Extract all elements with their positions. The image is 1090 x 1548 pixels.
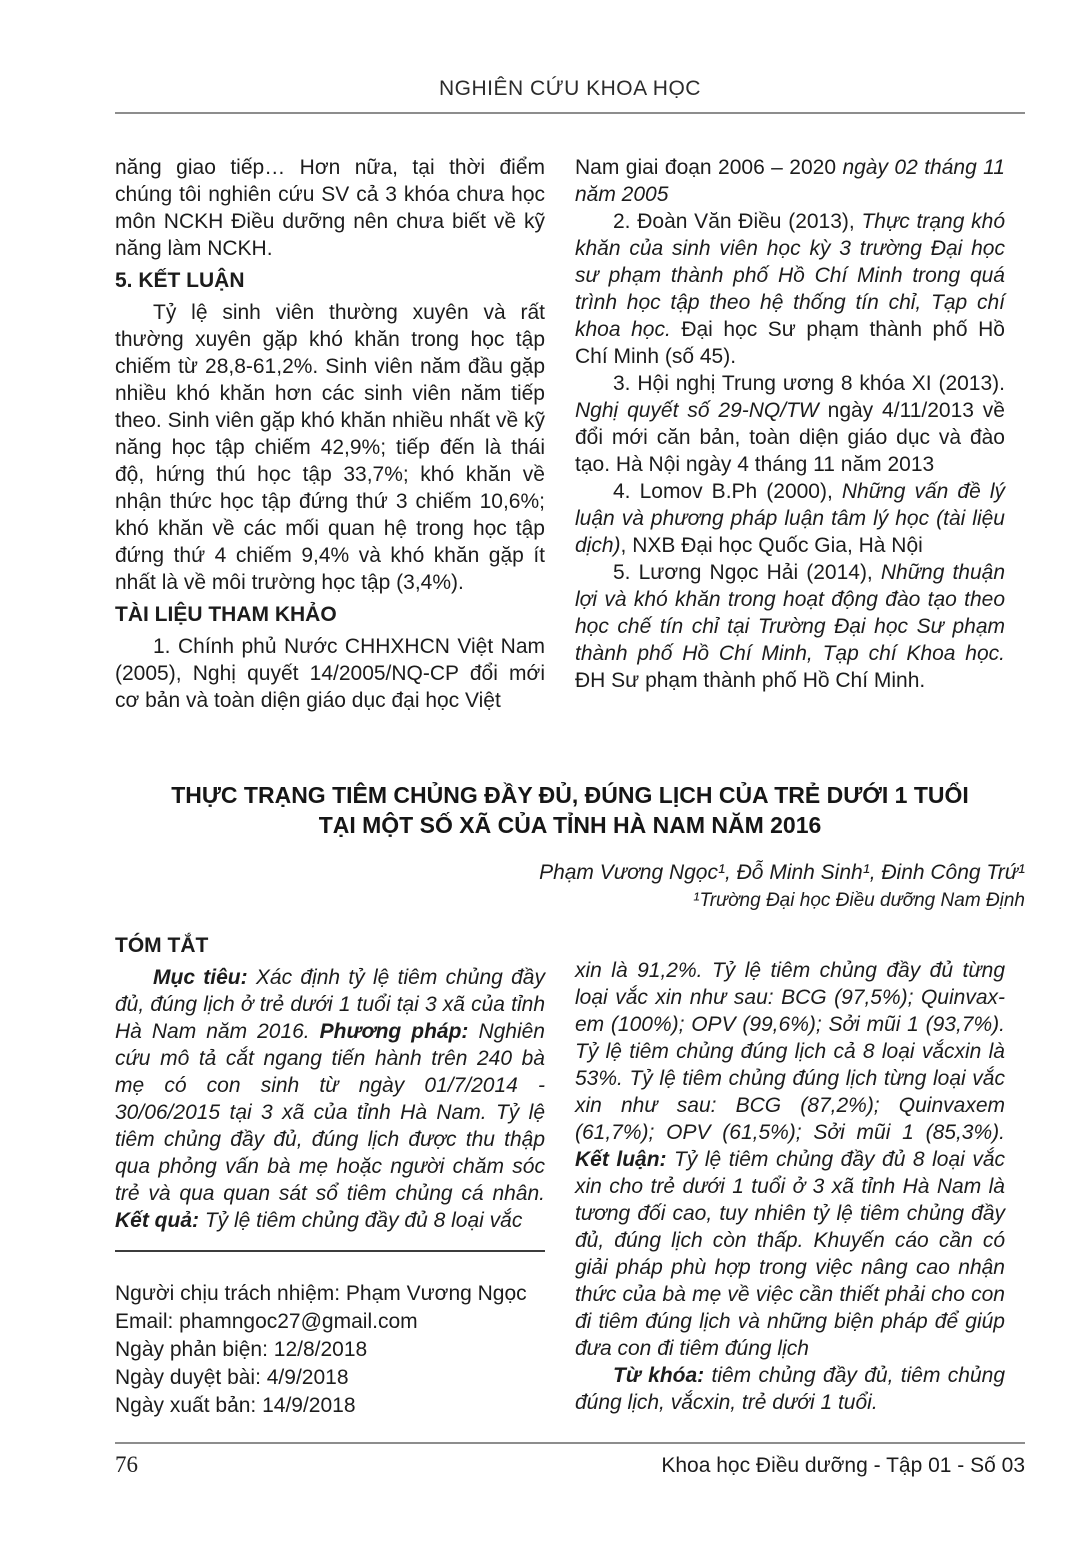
footnote-block xyxy=(115,1280,545,1420)
text-segment: ĐH Sư phạm thành phố Hồ Chí Minh. xyxy=(575,669,926,692)
footnote-publish-date xyxy=(115,1392,545,1420)
reference-item-1-continued xyxy=(575,154,1005,208)
abstract-columns xyxy=(115,927,1025,1420)
text-segment: Xác định tỷ lệ tiêm chủng đầy đủ, đúng lịch ở trẻ dưới 1 tuổi tại 3 xã của tỉnh Hà Nam năm 2016. xyxy=(115,966,545,1043)
reference-item-2 xyxy=(575,208,1005,370)
footnote-responsible xyxy=(115,1280,545,1308)
text-segment: TÓM TẮT xyxy=(115,934,209,957)
text-segment: Ngày phản biện: 12/8/2018 xyxy=(115,1338,368,1361)
text-segment: Nghị quyết số 29-NQ/TW xyxy=(575,399,819,422)
text-segment: Kết quả: xyxy=(115,1209,199,1232)
abstract-heading xyxy=(115,932,545,959)
abstract-left-text xyxy=(115,932,545,1234)
text-segment: Tỷ lệ sinh viên thường xuyên và rất thường xuyên gặp khó khăn trong học tập chiếm từ 28,8-61,2%. Sinh viên năm đầu gặp nhiều khó khăn hơn các sinh viên năm tiếp theo. Sinh viên gặp khó khăn nhiều nhất về kỹ năng học tập chiếm 42,9%; tiếp đến là thái độ, hứng thú học tập 33,7%; khó khăn về nhận thức học tập đứng thứ 3 chiếm 10,6%; khó khăn về các mối quan hệ trong học tập đứng thứ 4 chiếm 9,4% và khó khăn gặp ít nhất là về môi trường học tập (3,4%). xyxy=(115,301,545,594)
text-segment: Nghiên cứu mô tả cắt ngang tiến hành trên 240 bà mẹ có con sinh từ ngày 01/7/2014 - 30/06/2015 tại 3 xã của tỉnh Hà Nam. Tỷ lệ tiêm chủng đầy đủ, đúng lịch được thu thập qua phỏng vấn bà mẹ hoặc người chăm sóc trẻ và qua quan sát sổ tiêm chủng cá nhân. xyxy=(115,1020,545,1205)
text-segment: Thực trạng khó khăn của sinh viên học kỳ 3 trường Đại học sư phạm thành phố Hồ Chí Minh trong quá trình học tập theo hệ thống tín chỉ, Tạp chí khoa học. xyxy=(575,210,1005,341)
text-segment: Phương pháp: xyxy=(319,1020,469,1043)
header-rule xyxy=(115,112,1025,114)
article2-title xyxy=(115,780,1025,840)
footnote-accept-date xyxy=(115,1364,545,1392)
authors-line: Phạm Vương Ngọc¹, Đỗ Minh Sinh¹, Đinh Công Trứ¹ xyxy=(539,861,1025,884)
text-segment: 2. Đoàn Văn Điều (2013), xyxy=(613,210,862,233)
reference-item-1 xyxy=(115,633,545,714)
text-segment: Tỷ lệ tiêm chủng đầy đủ 8 loại vắc xyxy=(199,1209,523,1232)
text-segment: Mục tiêu: xyxy=(153,966,248,989)
reference-item-4 xyxy=(575,478,1005,559)
text-segment: , NXB Đại học Quốc Gia, Hà Nội xyxy=(620,534,923,557)
conclusion-paragraph xyxy=(115,299,545,596)
footnote-review-date xyxy=(115,1336,545,1364)
footnote-email xyxy=(115,1308,545,1336)
text-segment: Đại học Sư phạm thành phố Hồ Chí Minh (số 45). xyxy=(575,318,1005,368)
reference-item-5 xyxy=(575,559,1005,694)
paragraph-continuation xyxy=(115,154,545,262)
text-segment: Những vấn đề lý luận và phương pháp luận tâm lý học (tài liệu dịch) xyxy=(575,480,1005,557)
text-segment: 5. Lương Ngọc Hải (2014), xyxy=(613,561,881,584)
article1-left-column xyxy=(115,154,545,714)
text-segment: ngày 02 tháng 11 năm 2005 xyxy=(575,156,1005,206)
text-segment: Nam giai đoạn 2006 – 2020 xyxy=(575,156,843,179)
abstract-left-column xyxy=(115,927,545,1420)
text-segment: Những thuận lợi và khó khăn trong hoạt động đào tạo theo học chế tín chỉ tại Trường Đại học Sư phạm thành phố Hồ Chí Minh, Tạp chí Khoa học. xyxy=(575,561,1006,665)
footnote-separator xyxy=(115,1250,545,1252)
text-segment: 5. KẾT LUẬN xyxy=(115,269,245,292)
footer-row xyxy=(115,1452,1025,1478)
text-segment: xin là 91,2%. Tỷ lệ tiêm chủng đầy đủ từng loại vắc xin như sau: BCG (97,5%); Quinvax-em (100%); OPV (99,6%); Sởi mũi 1 (93,7%). Tỷ lệ tiêm chủng đúng lịch cả 8 loại vắcxin là 53%. Tỷ lệ tiêm chủng đúng lịch từng loại vắc xin như sau: BCG (87,2%); Quinvaxem (61,7%); OPV (61,5%); Sởi mũi 1 (85,3%). xyxy=(575,959,1005,1144)
text-segment: tiêm chủng đầy đủ, tiêm chủng đúng lịch, vắcxin, trẻ dưới 1 tuổi. xyxy=(575,1364,1005,1414)
article2-title-line2: TẠI MỘT SỐ XÃ CỦA TỈNH HÀ NAM NĂM 2016 xyxy=(318,812,822,838)
text-segment: Người chịu trách nhiệm: Phạm Vương Ngọc xyxy=(115,1282,527,1305)
affiliation-line: ¹Trường Đại học Điều dưỡng Nam Định xyxy=(693,890,1025,911)
article2-section xyxy=(115,780,1025,1420)
page-number: 76 xyxy=(115,1452,138,1477)
text-segment: 3. Hội nghị Trung ương 8 khóa XI (2013). xyxy=(613,372,1005,395)
footer-rule xyxy=(115,1442,1025,1444)
article2-title-line1: THỰC TRẠNG TIÊM CHỦNG ĐẦY ĐỦ, ĐÚNG LỊCH CỦA TRẺ DƯỚI 1 TUỔI xyxy=(171,782,969,808)
keywords-paragraph xyxy=(575,1362,1005,1416)
journal-footer: Khoa học Điều dưỡng - Tập 01 - Số 03 xyxy=(661,1454,1025,1477)
running-head: NGHIÊN CỨU KHOA HỌC xyxy=(439,77,701,100)
text-segment: Email: phamngoc27@gmail.com xyxy=(115,1310,418,1333)
text-segment: Ngày duyệt bài: 4/9/2018 xyxy=(115,1366,349,1389)
text-segment: Ngày xuất bản: 14/9/2018 xyxy=(115,1394,356,1417)
abstract-right-column xyxy=(575,927,1005,1420)
text-segment: Từ khóa: xyxy=(613,1364,705,1387)
text-segment: 4. Lomov B.Ph (2000), xyxy=(613,480,842,503)
article1-columns xyxy=(115,154,1025,714)
page-footer xyxy=(115,1442,1025,1478)
references-heading xyxy=(115,601,545,628)
reference-item-3 xyxy=(575,370,1005,478)
article1-right-column xyxy=(575,154,1005,714)
abstract-paragraph-left xyxy=(115,964,545,1234)
text-segment: Tỷ lệ tiêm chủng đầy đủ 8 loại vắc xin cho trẻ dưới 1 tuổi ở 3 xã tỉnh Hà Nam là tương đối cao, tuy nhiên tỷ lệ tiêm chủng đầy đủ, đúng lịch còn thấp. Khuyến cáo cần có giải pháp phù hợp trong việc nâng cao nhận thức của bà mẹ về việc cần thiết phải cho con đi tiêm đúng lịch và những biện pháp để giúp đưa con đi tiêm đúng lịch xyxy=(575,1148,1005,1360)
text-segment: Kết luận: xyxy=(575,1148,667,1171)
abstract-paragraph-right xyxy=(575,957,1005,1362)
text-segment: năng giao tiếp… Hơn nữa, tại thời điểm chúng tôi nghiên cứu SV cả 3 khóa chưa học môn NCKH Điều dưỡng nên chưa biết về kỹ năng làm NCKH. xyxy=(115,156,545,260)
text-segment: 1. Chính phủ Nước CHHXHCN Việt Nam (2005), Nghị quyết 14/2005/NQ-CP đổi mới cơ bản và toàn diện giáo dục đại học Việt xyxy=(115,635,545,712)
text-segment: TÀI LIỆU THAM KHẢO xyxy=(115,603,337,626)
conclusion-heading xyxy=(115,267,545,294)
text-segment: ngày 4/11/2013 về đổi mới căn bản, toàn diện giáo dục và đào tạo. Hà Nội ngày 4 tháng 11 năm 2013 xyxy=(575,399,1005,476)
